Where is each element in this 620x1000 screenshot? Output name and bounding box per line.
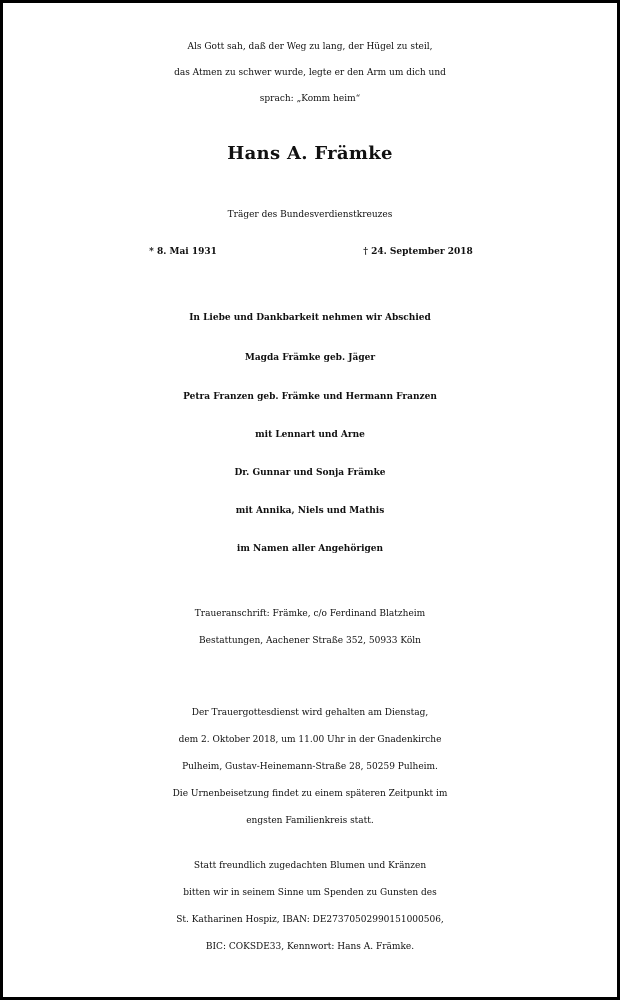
address-line-2: Bestattungen, Aachener Straße 352, 50933 Köln [199,636,421,646]
family-line-1: Magda Främke geb. Jäger [244,353,376,363]
service-line-3: Pulheim, Gustav-Heinemann-Straße 28, 50259 Pulheim. [182,762,438,772]
death-date: † 24. September 2018 [363,247,473,257]
service-line-2: dem 2. Oktober 2018, um 11.00 Uhr in der Gnadenkirche [178,735,442,745]
deceased-name: Hans A. Främke [227,143,393,164]
service-line-4: Die Urnenbeisetzung findet zu einem späteren Zeitpunkt im [172,789,448,799]
family-line-5: mit Annika, Niels und Mathis [235,506,385,516]
family-line-6: im Namen aller Angehörigen [236,544,384,554]
family-line-4: Dr. Gunnar und Sonja Främke [234,468,386,478]
family-line-3: mit Lennart und Arne [255,430,365,440]
family-line-2: Petra Franzen geb. Främke und Hermann Franzen [183,392,437,402]
service-line-5: engsten Familienkreis statt. [246,816,374,826]
poem-line-1: Als Gott sah, daß der Weg zu lang, der Hügel zu steil, [187,42,433,52]
poem-line-3: sprach: „Komm heim“ [259,94,361,104]
donation-line-4: BIC: COKSDE33, Kennwort: Hans A. Främke. [205,942,415,952]
farewell-intro: In Liebe und Dankbarkeit nehmen wir Abschied [189,313,431,323]
poem-line-2: das Atmen zu schwer wurde, legte er den Arm um dich und [174,68,446,78]
honor-text: Träger des Bundesverdienstkreuzes [227,210,393,220]
donation-line-3: St. Katharinen Hospiz, IBAN: DE27370502990151000506, [176,915,444,925]
birth-date: * 8. Mai 1931 [149,247,217,257]
service-line-1: Der Trauergottesdienst wird gehalten am Dienstag, [191,708,429,718]
address-line-1: Traueranschrift: Främke, c/o Ferdinand Blatzheim [194,609,426,619]
donation-line-1: Statt freundlich zugedachten Blumen und Kränzen [193,861,427,871]
donation-line-2: bitten wir in seinem Sinne um Spenden zu Gunsten des [183,888,437,898]
